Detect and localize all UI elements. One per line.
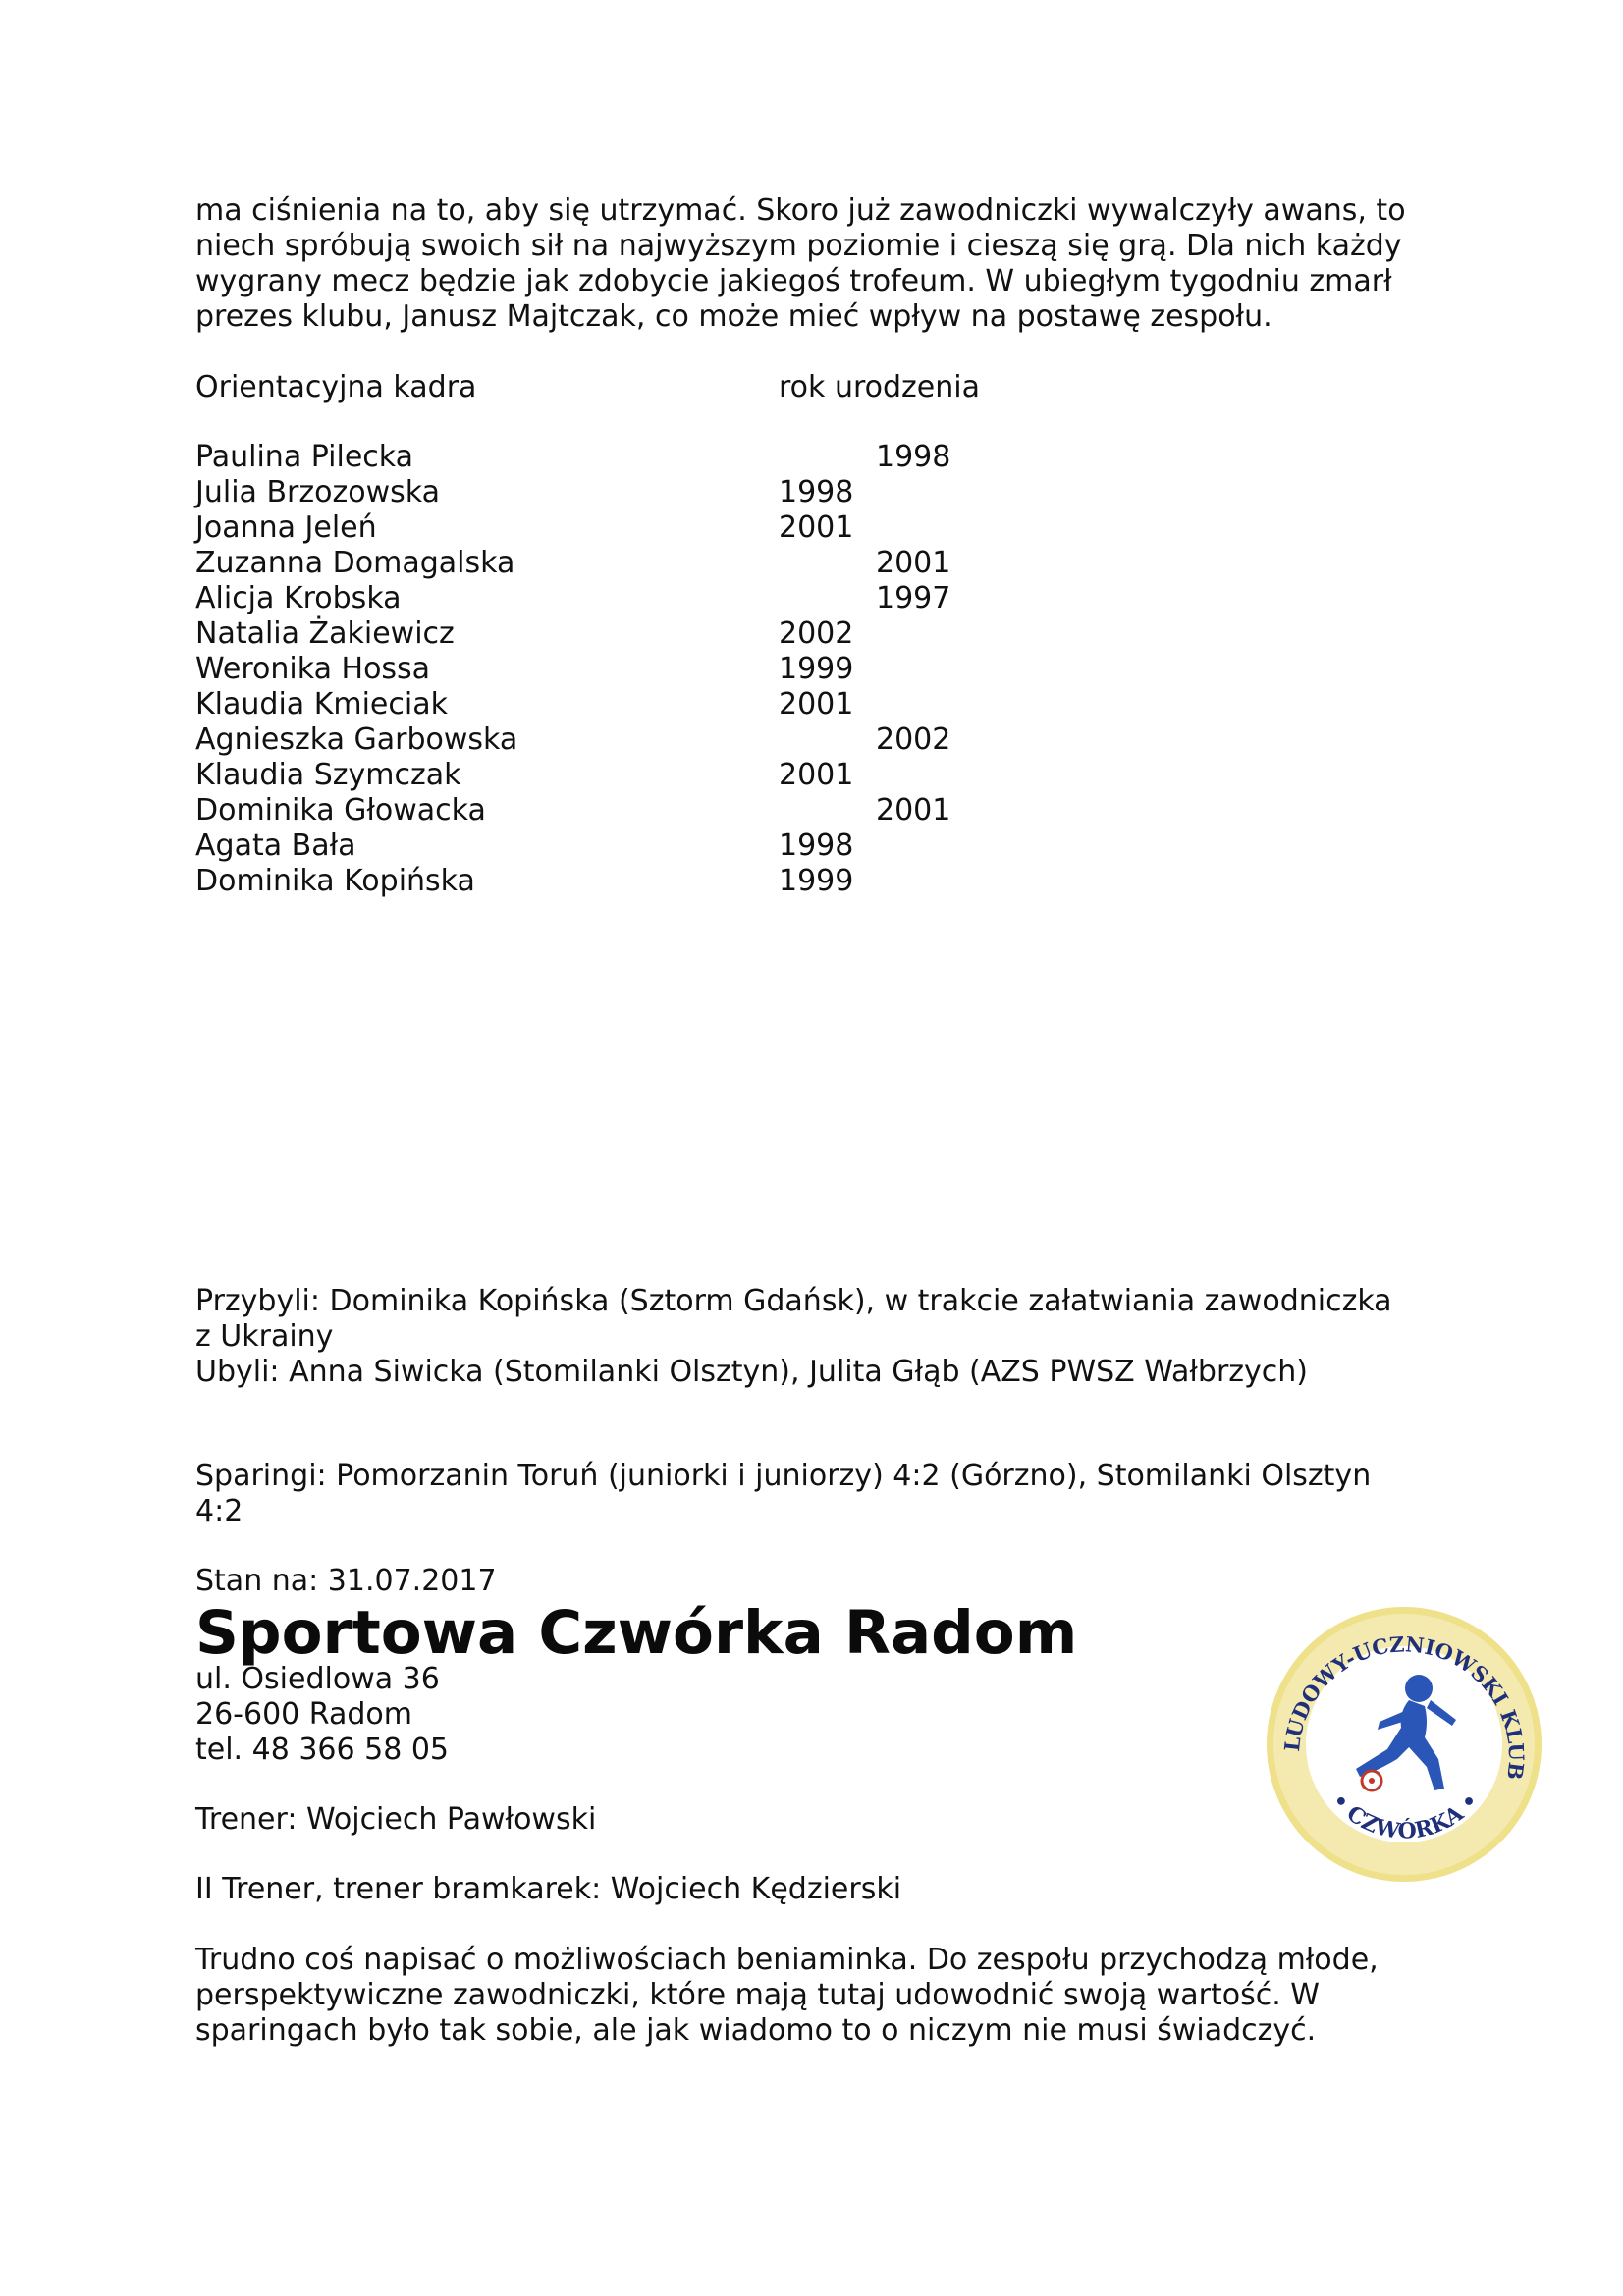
club-city: 26-600 Radom <box>195 1697 412 1732</box>
player-name: Natalia Żakiewicz <box>195 616 455 651</box>
list-item <box>195 687 1079 722</box>
roster-header-year: rok urodzenia <box>779 370 980 404</box>
player-name: Klaudia Kmieciak <box>195 687 448 721</box>
player-year: 1997 <box>876 581 951 615</box>
ball-icon <box>1362 1771 1381 1790</box>
club-name-heading: Sportowa Czwórka Radom <box>195 1598 1078 1668</box>
outro-line: perspektywiczne zawodniczki, które mają tutaj udowodnić swoją wartość. W <box>195 1978 1320 2012</box>
intro-line: prezes klubu, Janusz Majtczak, co może mieć wpływ na postawę zespołu. <box>195 299 1272 334</box>
player-year: 1998 <box>779 475 854 509</box>
outro-line: sparingach było tak sobie, ale jak wiadomo to o niczym nie musi świadczyć. <box>195 2013 1317 2048</box>
sparring-block <box>195 1459 1472 1529</box>
player-year: 2002 <box>876 722 951 757</box>
transfers-in: Przybyli: Dominika Kopińska (Sztorm Gdańsk), w trakcie załatwiania zawodniczka <box>195 1284 1392 1318</box>
player-name: Paulina Pilecka <box>195 440 414 474</box>
list-item <box>195 864 1079 899</box>
list-item <box>195 793 1079 828</box>
list-item <box>195 546 1079 581</box>
player-year: 2001 <box>779 758 854 792</box>
club-logo-graphic <box>1262 1602 1546 1887</box>
intro-line: ma ciśnienia na to, aby się utrzymać. Skoro już zawodniczki wywalczyły awans, to <box>195 193 1406 228</box>
player-name: Weronika Hossa <box>195 652 431 686</box>
player-name: Joanna Jeleń <box>195 510 377 545</box>
list-item <box>195 722 1079 758</box>
player-year: 2001 <box>876 546 951 580</box>
player-year: 2002 <box>779 616 854 651</box>
player-year: 1998 <box>876 440 951 474</box>
sparring-line: 4:2 <box>195 1494 243 1528</box>
transfers-block <box>195 1284 1472 1390</box>
coach-line: Trener: Wojciech Pawłowski <box>195 1802 597 1837</box>
logo-arc-text-top-path: LUDOWY-UCZNIOWSKI KLUB <box>1278 1631 1530 1782</box>
outro-line: Trudno coś napisać o możliwościach beniaminka. Do zespołu przychodzą młode, <box>195 1943 1379 1977</box>
intro-line: niech spróbują swoich sił na najwyższym poziomie i cieszą się grą. Dla nich każdy <box>195 229 1402 263</box>
club-street: ul. Osiedlowa 36 <box>195 1662 440 1696</box>
player-name: Alicja Krobska <box>195 581 402 615</box>
intro-line: wygrany mecz będzie jak zdobycie jakiegoś trofeum. W ubiegłym tygodniu zmarł <box>195 264 1392 298</box>
list-item <box>195 828 1079 864</box>
player-name: Agnieszka Garbowska <box>195 722 518 757</box>
player-name: Dominika Głowacka <box>195 793 486 828</box>
list-item <box>195 440 1079 475</box>
status-date: Stan na: 31.07.2017 <box>195 1564 497 1598</box>
player-name: Zuzanna Domagalska <box>195 546 515 580</box>
player-name: Dominika Kopińska <box>195 864 475 898</box>
outro-paragraph <box>195 1943 1472 2049</box>
intro-paragraph <box>195 193 1472 335</box>
logo-arc-text-bottom-path: • CZWÓRKA • <box>1325 1788 1485 1844</box>
player-year: 2001 <box>876 793 951 828</box>
list-item <box>195 510 1079 546</box>
player-year: 1999 <box>779 864 854 898</box>
assistant-coach-line: II Trener, trener bramkarek: Wojciech Kędzierski <box>195 1872 902 1906</box>
player-name: Agata Bała <box>195 828 356 863</box>
transfers-in-cont: z Ukrainy <box>195 1319 334 1354</box>
sparring-line: Sparingi: Pomorzanin Toruń (juniorki i juniorzy) 4:2 (Górzno), Stomilanki Olsztyn <box>195 1459 1372 1493</box>
list-item <box>195 616 1079 652</box>
player-year: 1998 <box>779 828 854 863</box>
club-logo <box>1262 1602 1546 1887</box>
list-item <box>195 475 1079 510</box>
list-item <box>195 581 1079 616</box>
player-year: 1999 <box>779 652 854 686</box>
club-phone: tel. 48 366 58 05 <box>195 1733 450 1767</box>
player-name: Julia Brzozowska <box>195 475 440 509</box>
player-name: Klaudia Szymczak <box>195 758 461 792</box>
roster-header-name: Orientacyjna kadra <box>195 370 477 404</box>
list-item <box>195 652 1079 687</box>
list-item <box>195 758 1079 793</box>
player-year: 2001 <box>779 510 854 545</box>
player-year: 2001 <box>779 687 854 721</box>
transfers-out: Ubyli: Anna Siwicka (Stomilanki Olsztyn), Julita Głąb (AZS PWSZ Wałbrzych) <box>195 1355 1309 1389</box>
